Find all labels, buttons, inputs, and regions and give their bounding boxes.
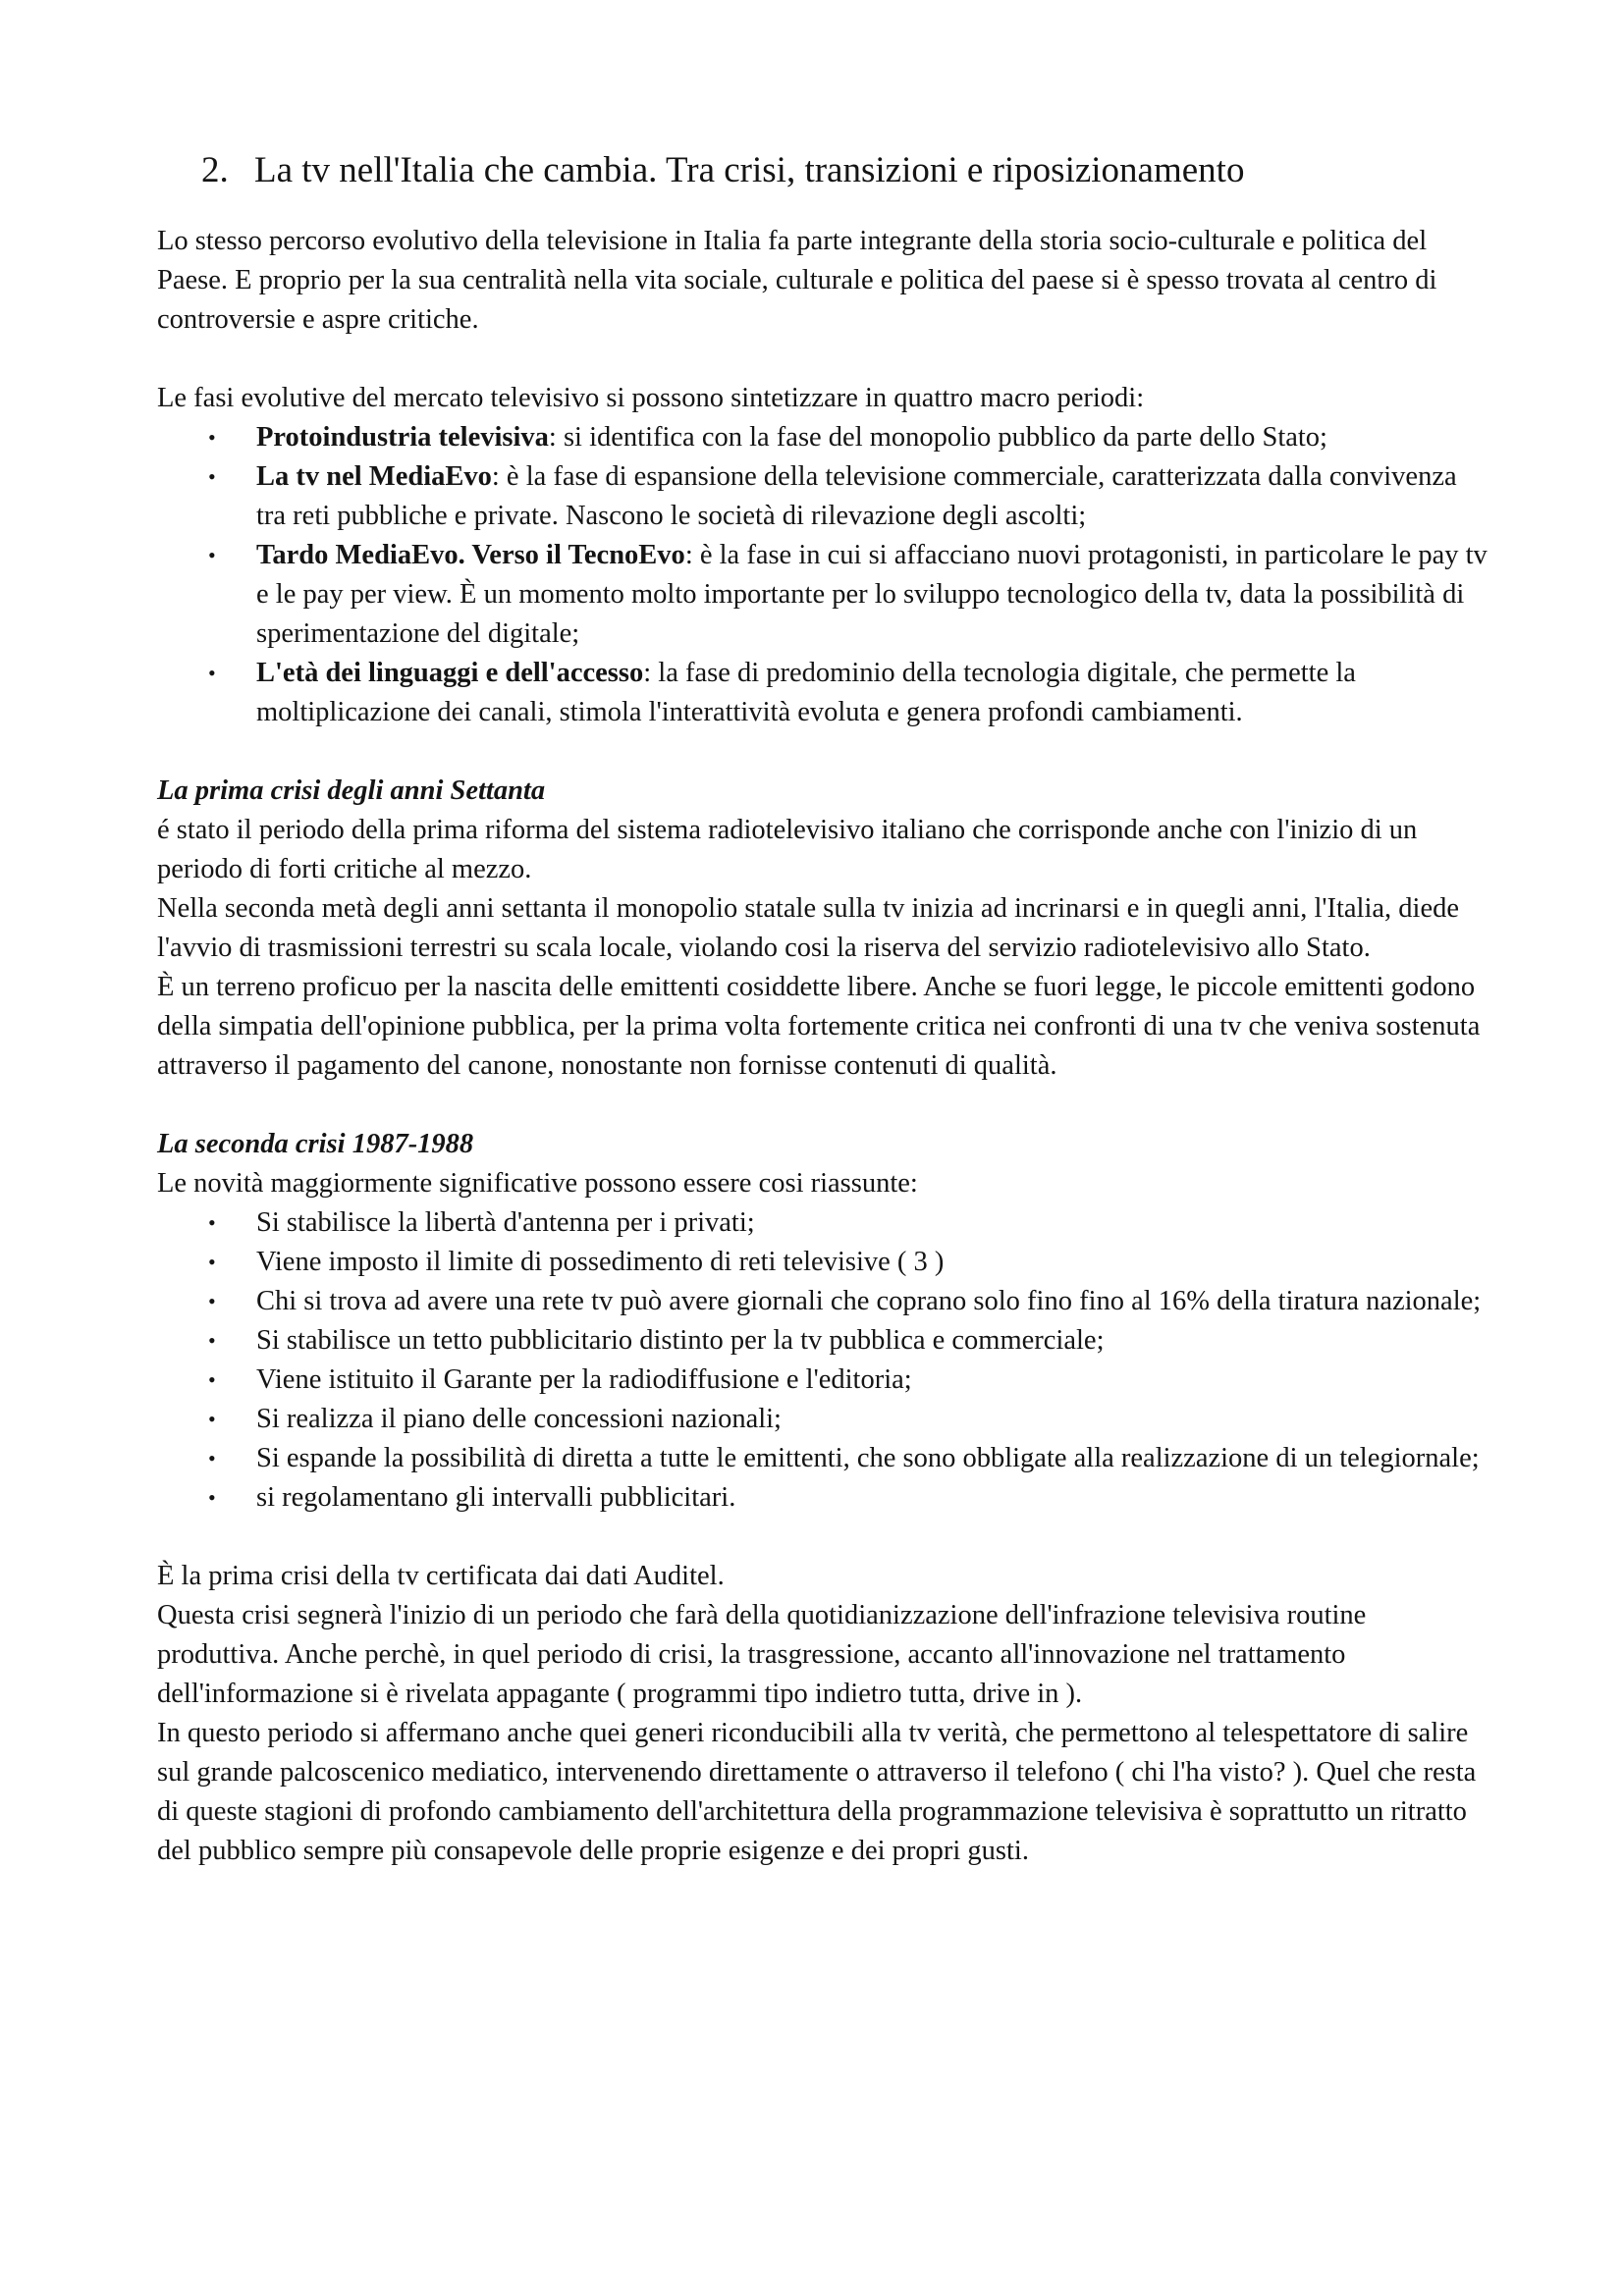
list-item <box>157 536 1488 654</box>
phase-name: Protoindustria televisiva <box>256 422 549 453</box>
list-item <box>157 418 1488 457</box>
list-item <box>157 457 1488 536</box>
list-item <box>157 1243 1488 1282</box>
list-item-text: Si espande la possibilità di diretta a tutte le emittenti, che sono obbligate alla realizzazione di un telegiornale; <box>256 1443 1480 1473</box>
bullet-icon: • <box>208 1210 216 1235</box>
phases-list <box>157 418 1488 732</box>
crisis1-heading: La prima crisi degli anni Settanta <box>157 775 546 806</box>
list-item-text: Si stabilisce la libertà d'antenna per i privati; <box>256 1207 755 1238</box>
list-item <box>157 1321 1488 1361</box>
bullet-icon: • <box>208 1367 216 1392</box>
list-item-text: Si stabilisce un tetto pubblicitario distinto per la tv pubblica e commerciale; <box>256 1325 1105 1356</box>
bullet-icon: • <box>208 1407 216 1431</box>
bullet-icon: • <box>208 1250 216 1274</box>
section-number: 2. <box>201 150 229 190</box>
list-item <box>157 1282 1488 1321</box>
intro-paragraph: Lo stesso percorso evolutivo della televisione in Italia fa parte integrante della storia socio-culturale e politica del Paese. E proprio per la sua centralità nella vita sociale, culturale e politica del paese si è spesso trovata al centro di controversie e aspre critiche. <box>157 226 1437 335</box>
phase-description: : la fase di predominio della tecnologia digitale, che permette la moltiplicazione dei canali, stimola l'interattività evoluta e genera profondi cambiamenti. <box>256 658 1356 727</box>
bullet-icon: • <box>208 425 216 450</box>
list-item-text: Chi si trova ad avere una rete tv può avere giornali che coprano solo fino fino al 16% della tiratura nazionale; <box>256 1286 1482 1316</box>
bullet-icon: • <box>208 1446 216 1470</box>
bullet-icon: • <box>208 661 216 685</box>
bullet-icon: • <box>208 1289 216 1313</box>
list-item-text: Viene imposto il limite di possedimento di reti televisive ( 3 ) <box>256 1247 945 1277</box>
phase-description: : è la fase di espansione della televisione commerciale, caratterizzata dalla convivenza tra reti pubbliche e private. Nascono le società di rilevazione degli ascolti; <box>256 461 1457 531</box>
phases-lead: Le fasi evolutive del mercato televisivo si possono sintetizzare in quattro macro periodi: <box>157 383 1145 413</box>
list-item <box>157 1361 1488 1400</box>
closing-paragraph-2: Questa crisi segnerà l'inizio di un periodo che farà della quotidianizzazione dell'infrazione televisiva routine produttiva. Anche perchè, in quel periodo di crisi, la trasgressione, accanto all'innovazione nel trattamento dell'informazione si è rivelata appagante ( programmi tipo indietro tutta, drive in ). <box>157 1600 1367 1709</box>
crisis1-paragraph-1: é stato il periodo della prima riforma del sistema radiotelevisivo italiano che corrisponde anche con l'inizio di un periodo di forti critiche al mezzo. <box>157 815 1418 884</box>
crisis2-list <box>157 1203 1488 1518</box>
list-item <box>157 1439 1488 1478</box>
list-item <box>157 1400 1488 1439</box>
phase-name: Tardo MediaEvo. Verso il TecnoEvo <box>256 540 685 570</box>
section-title <box>157 147 1488 194</box>
list-item-text: si regolamentano gli intervalli pubblicitari. <box>256 1482 736 1513</box>
bullet-icon: • <box>208 464 216 489</box>
crisis2-heading: La seconda crisi 1987-1988 <box>157 1129 474 1159</box>
phase-description: : è la fase in cui si affacciano nuovi protagonisti, in particolare le pay tv e le pay per view. È un momento molto importante per lo sviluppo tecnologico della tv, data la possibilità di sperimentazione del digitale; <box>256 540 1488 649</box>
bullet-icon: • <box>208 1485 216 1510</box>
crisis2-lead: Le novità maggiormente significative possono essere cosi riassunte: <box>157 1168 918 1199</box>
crisis1-paragraph-3: È un terreno proficuo per la nascita delle emittenti cosiddette libere. Anche se fuori legge, le piccole emittenti godono della simpatia dell'opinione pubblica, per la prima volta fortemente critica nei confronti di una tv che veniva sostenuta attraverso il pagamento del canone, nonostante non fornisse contenuti di qualità. <box>157 972 1481 1081</box>
list-item-text: Viene istituito il Garante per la radiodiffusione e l'editoria; <box>256 1364 912 1395</box>
bullet-icon: • <box>208 543 216 567</box>
crisis1-paragraph-2: Nella seconda metà degli anni settanta il monopolio statale sulla tv inizia ad incrinarsi e in quegli anni, l'Italia, diede l'avvio di trasmissioni terrestri su scala locale, violando cosi la riserva del servizio radiotelevisivo allo Stato. <box>157 893 1460 963</box>
bullet-icon: • <box>208 1328 216 1353</box>
document-page <box>157 147 1488 1871</box>
list-item <box>157 1478 1488 1518</box>
closing-paragraph-1: È la prima crisi della tv certificata dai dati Auditel. <box>157 1561 725 1591</box>
closing-paragraph-3: In questo periodo si affermano anche quei generi riconducibili alla tv verità, che permettono al telespettatore di salire sul grande palcoscenico mediatico, intervenendo direttamente o attraverso il telefono ( chi l'ha visto? ). Quel che resta di queste stagioni di profondo cambiamento dell'architettura della programmazione televisiva è soprattutto un ritratto del pubblico sempre più consapevole delle proprie esigenze e dei propri gusti. <box>157 1718 1477 1866</box>
phase-name: La tv nel MediaEvo <box>256 461 492 492</box>
list-item <box>157 1203 1488 1243</box>
phase-description: : si identifica con la fase del monopolio pubblico da parte dello Stato; <box>548 422 1327 453</box>
list-item-text: Si realizza il piano delle concessioni nazionali; <box>256 1404 782 1434</box>
section-title-text: La tv nell'Italia che cambia. Tra crisi, transizioni e riposizionamento <box>254 150 1245 190</box>
phase-name: L'età dei linguaggi e dell'accesso <box>256 658 644 688</box>
list-item <box>157 654 1488 732</box>
